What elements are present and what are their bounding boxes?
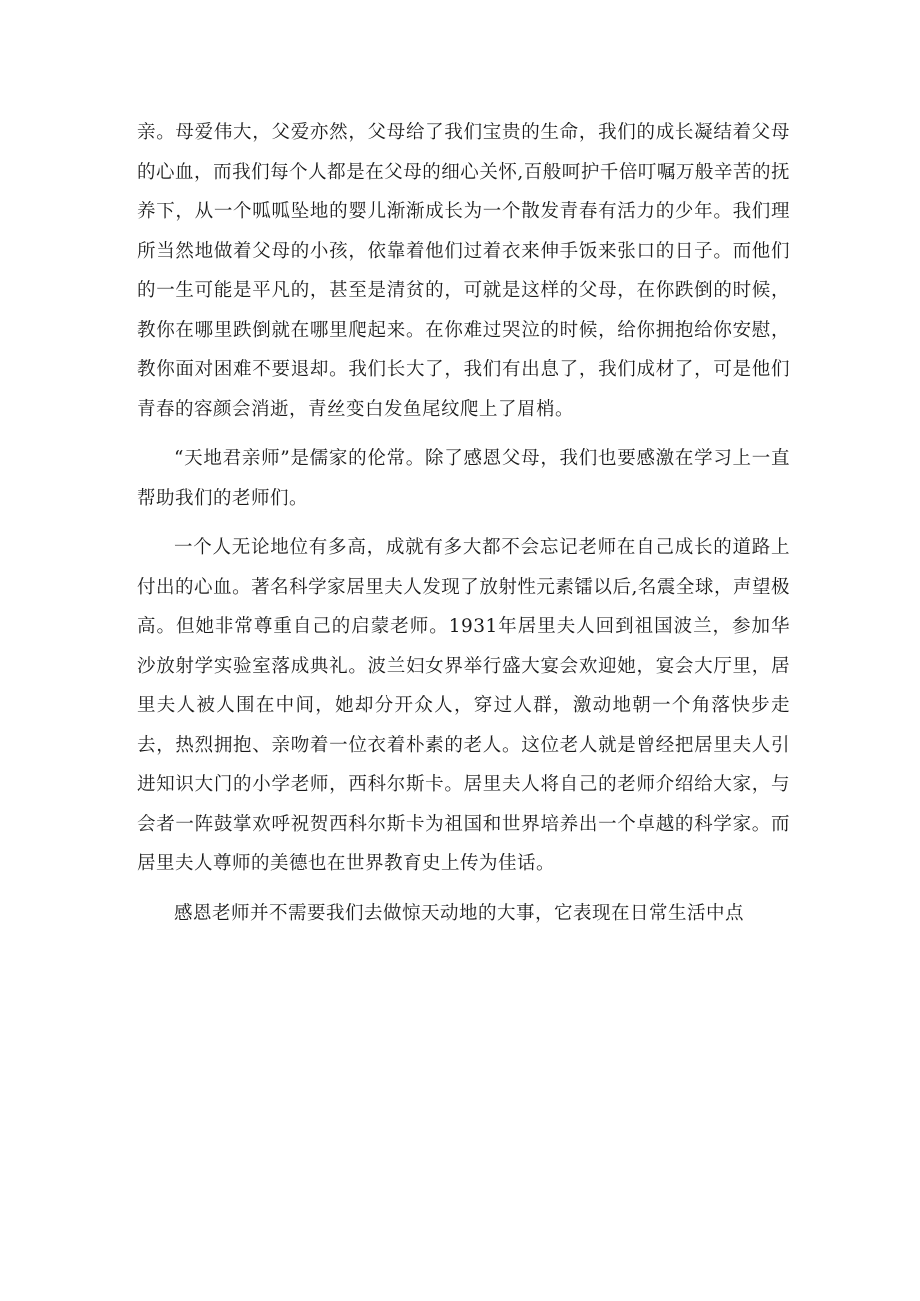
document-page bbox=[137, 113, 790, 933]
paragraph-curie-story: 一个人无论地位有多高，成就有多大都不会忘记老师在自己成长的道路上付出的心血。著名科学家居里夫人发现了放射性元素镭以后,名震全球，声望极高。但她非常尊重自己的启蒙老师。1931年居里夫人回到祖国波兰，参加华沙放射学实验室落成典礼。波兰妇女界举行盛大宴会欢迎她，宴会大厅里，居里夫人被人围在中间，她却分开众人，穿过人群，激动地朝一个角落快步走去，热烈拥抱、亲吻着一位衣着朴素的老人。这位老人就是曾经把居里夫人引进知识大门的小学老师，西科尔斯卡。居里夫人将自己的老师介绍给大家，与会者一阵鼓掌欢呼祝贺西科尔斯卡为祖国和世界培养出一个卓越的科学家。而居里夫人尊师的美德也在世界教育史上传为佳话。 bbox=[137, 537, 790, 874]
paragraph-parents: 亲。母爱伟大，父爱亦然，父母给了我们宝贵的生命，我们的成长凝结着父母的心血，而我们每个人都是在父母的细心关怀,百般呵护千倍叮嘱万般辛苦的抚养下，从一个呱呱坠地的婴儿渐渐成长为一个散发青春有活力的少年。我们理所当然地做着父母的小孩，依靠着他们过着衣来伸手饭来张口的日子。而他们的一生可能是平凡的，甚至是清贫的，可就是这样的父母，在你跌倒的时候，教你在哪里跌倒就在哪里爬起来。在你难过哭泣的时候，给你拥抱给你安慰，教你面对困难不要退却。我们长大了，我们有出息了，我们成材了，可是他们青春的容颜会消逝，青丝变白发鱼尾纹爬上了眉梢。 bbox=[137, 122, 790, 420]
paragraph-confucian-ethics: “天地君亲师”是儒家的伦常。除了感恩父母，我们也要感激在学习上一直帮助我们的老师们。 bbox=[137, 448, 790, 509]
paragraph-thank-teachers: 感恩老师并不需要我们去做惊天动地的大事，它表现在日常生活中点 bbox=[174, 902, 745, 924]
